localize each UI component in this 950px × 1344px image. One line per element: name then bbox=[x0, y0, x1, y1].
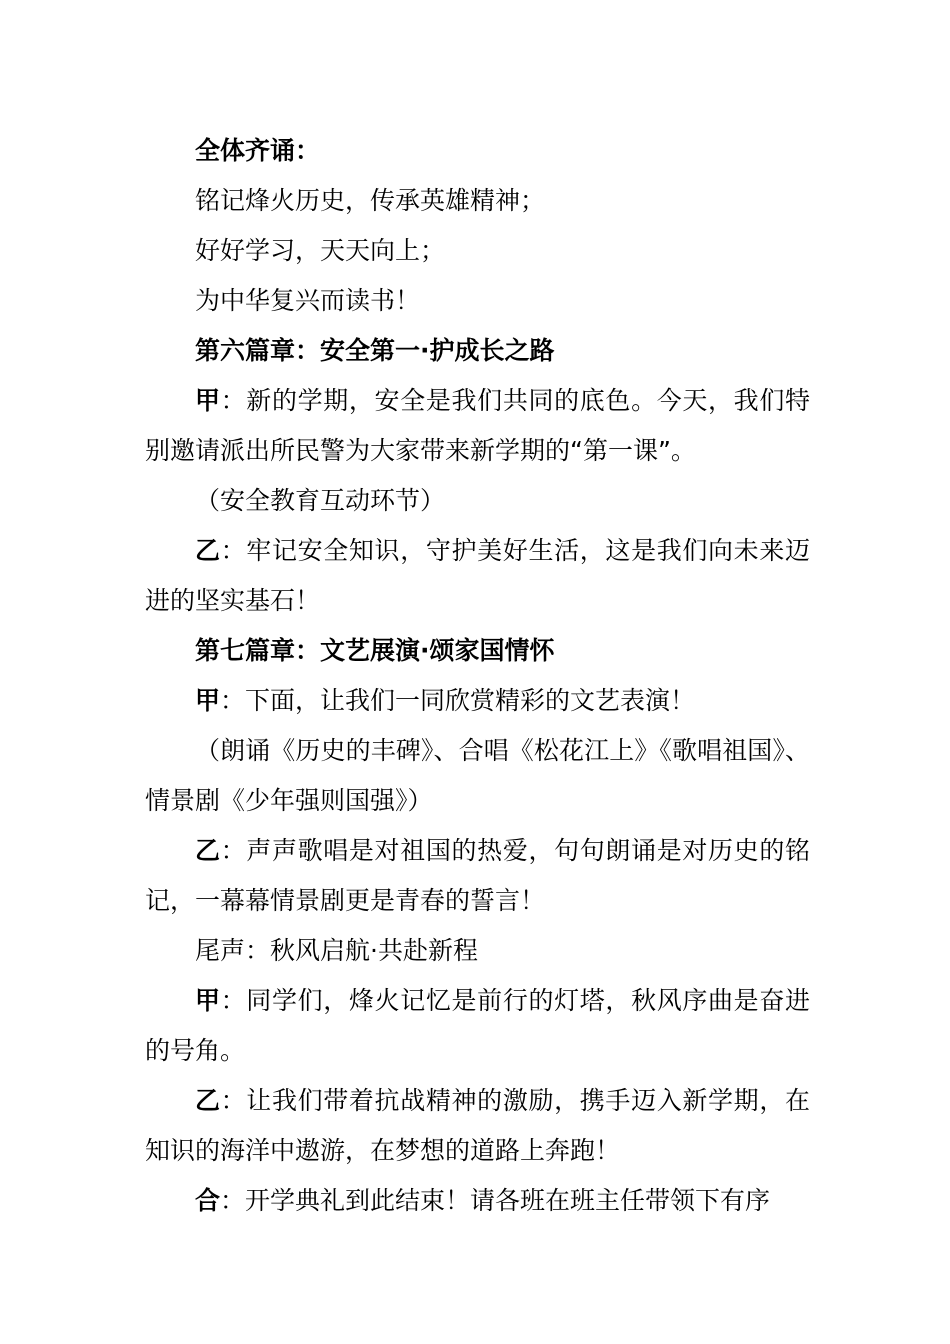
speaker-label: 甲 bbox=[195, 386, 221, 415]
dialogue-paragraph: 乙：声声歌唱是对祖国的热爱，句句朗诵是对历史的铭记，一幕幕情景剧更是青春的誓言！ bbox=[145, 836, 810, 915]
dialogue-paragraph: 乙：牢记安全知识，守护美好生活，这是我们向未来迈进的坚实基石！ bbox=[145, 536, 810, 615]
chorus-line-2: 好好学习，天天向上； bbox=[195, 236, 446, 265]
dialogue-paragraph: 甲：新的学期，安全是我们共同的底色。今天，我们特别邀请派出所民警为大家带来新学期的“第一课”。 bbox=[145, 386, 810, 465]
chorus-line-1: 铭记烽火历史，传承英雄精神； bbox=[195, 186, 546, 215]
speaker-label: 乙 bbox=[195, 536, 221, 565]
dialogue-paragraph: 合：开学典礼到此结束！请各班在班主任带领下有序 bbox=[195, 1186, 771, 1215]
stage-direction: （朗诵《历史的丰碑》、合唱《松花江上》《歌唱祖国》、情景剧《少年强则国强》） bbox=[145, 736, 810, 815]
dialogue-paragraph: 乙：让我们带着抗战精神的激励，携手迈入新学期，在知识的海洋中遨游，在梦想的道路上奔跑！ bbox=[145, 1086, 810, 1165]
speaker-label: 甲 bbox=[195, 986, 221, 1015]
speaker-label: 合 bbox=[195, 1186, 221, 1215]
dialogue-paragraph: 甲：同学们，烽火记忆是前行的灯塔，秋风序曲是奋进的号角。 bbox=[145, 986, 810, 1065]
chapter-six-heading: 第六篇章：安全第一·护成长之路 bbox=[195, 336, 555, 365]
epilogue-heading: 尾声：秋风启航·共赴新程 bbox=[195, 936, 478, 965]
chorus-line-3: 为中华复兴而读书！ bbox=[195, 286, 421, 315]
stage-direction: （安全教育互动环节） bbox=[195, 486, 446, 515]
speaker-label: 甲 bbox=[195, 686, 221, 715]
chorus-heading: 全体齐诵： bbox=[195, 136, 321, 165]
chapter-seven-heading: 第七篇章：文艺展演·颂家国情怀 bbox=[195, 636, 555, 665]
speaker-label: 乙 bbox=[195, 1086, 221, 1115]
document-body bbox=[145, 126, 810, 1226]
speaker-label: 乙 bbox=[195, 836, 221, 865]
dialogue-paragraph: 甲：下面，让我们一同欣赏精彩的文艺表演！ bbox=[195, 686, 696, 715]
